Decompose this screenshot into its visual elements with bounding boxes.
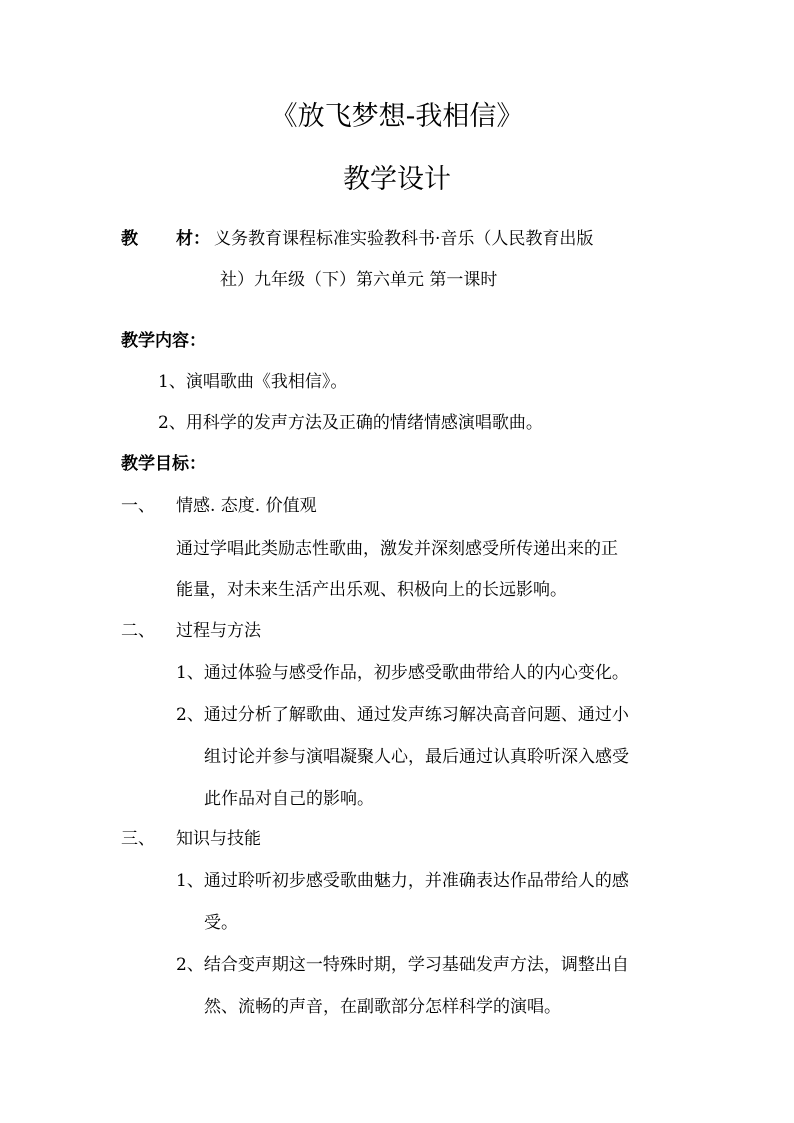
content-heading: 教学内容：: [121, 331, 206, 351]
goal-section-3-num: 三、: [121, 829, 155, 849]
goal-section-3-title: 知识与技能: [176, 829, 261, 849]
material-line-2: 社）九年级（下）第六单元 第一课时: [220, 270, 498, 290]
goals-heading: 教学目标：: [121, 454, 206, 474]
goal-section-3-line-4: 然、流畅的声音，在副歌部分怎样科学的演唱。: [204, 997, 561, 1017]
goal-section-1-line-2: 能量，对未来生活产出乐观、积极向上的长远影响。: [176, 580, 567, 600]
goal-section-2-title: 过程与方法: [176, 621, 261, 641]
material-label-char-2: 材：: [176, 229, 210, 249]
goal-section-3-line-1: 1、通过聆听初步感受歌曲魅力，并准确表达作品带给人的感: [176, 871, 629, 891]
content-item-2: 2、用科学的发声方法及正确的情绪情感演唱歌曲。: [158, 413, 543, 433]
material-line-1: 义务教育课程标准实验教科书·音乐（人民教育出版: [214, 229, 594, 249]
goal-section-3-line-3: 2、结合变声期这一特殊时期，学习基础发声方法，调整出自: [176, 955, 629, 975]
goal-section-2-line-3: 组讨论并参与演唱凝聚人心，最后通过认真聆听深入感受: [204, 747, 629, 767]
content-item-1: 1、演唱歌曲《我相信》。: [158, 372, 348, 392]
goal-section-2-num: 二、: [121, 621, 155, 641]
document-subtitle: 教学设计: [343, 164, 451, 195]
goal-section-2-line-1: 1、通过体验与感受作品，初步感受歌曲带给人的内心变化。: [176, 663, 629, 683]
goal-section-1-num: 一、: [121, 496, 155, 516]
goal-section-2-line-2: 2、通过分析了解歌曲、通过发声练习解决高音问题、通过小: [176, 705, 629, 725]
goal-section-1-title: 情感. 态度. 价值观: [176, 496, 317, 516]
material-label-char-1: 教: [121, 229, 138, 249]
goal-section-2-line-4: 此作品对自己的影响。: [204, 789, 374, 809]
goal-section-1-line-1: 通过学唱此类励志性歌曲，激发并深刻感受所传递出来的正: [176, 539, 618, 559]
document-title: 《放飞梦想-我相信》: [270, 101, 524, 132]
goal-section-3-line-2: 受。: [204, 913, 238, 933]
